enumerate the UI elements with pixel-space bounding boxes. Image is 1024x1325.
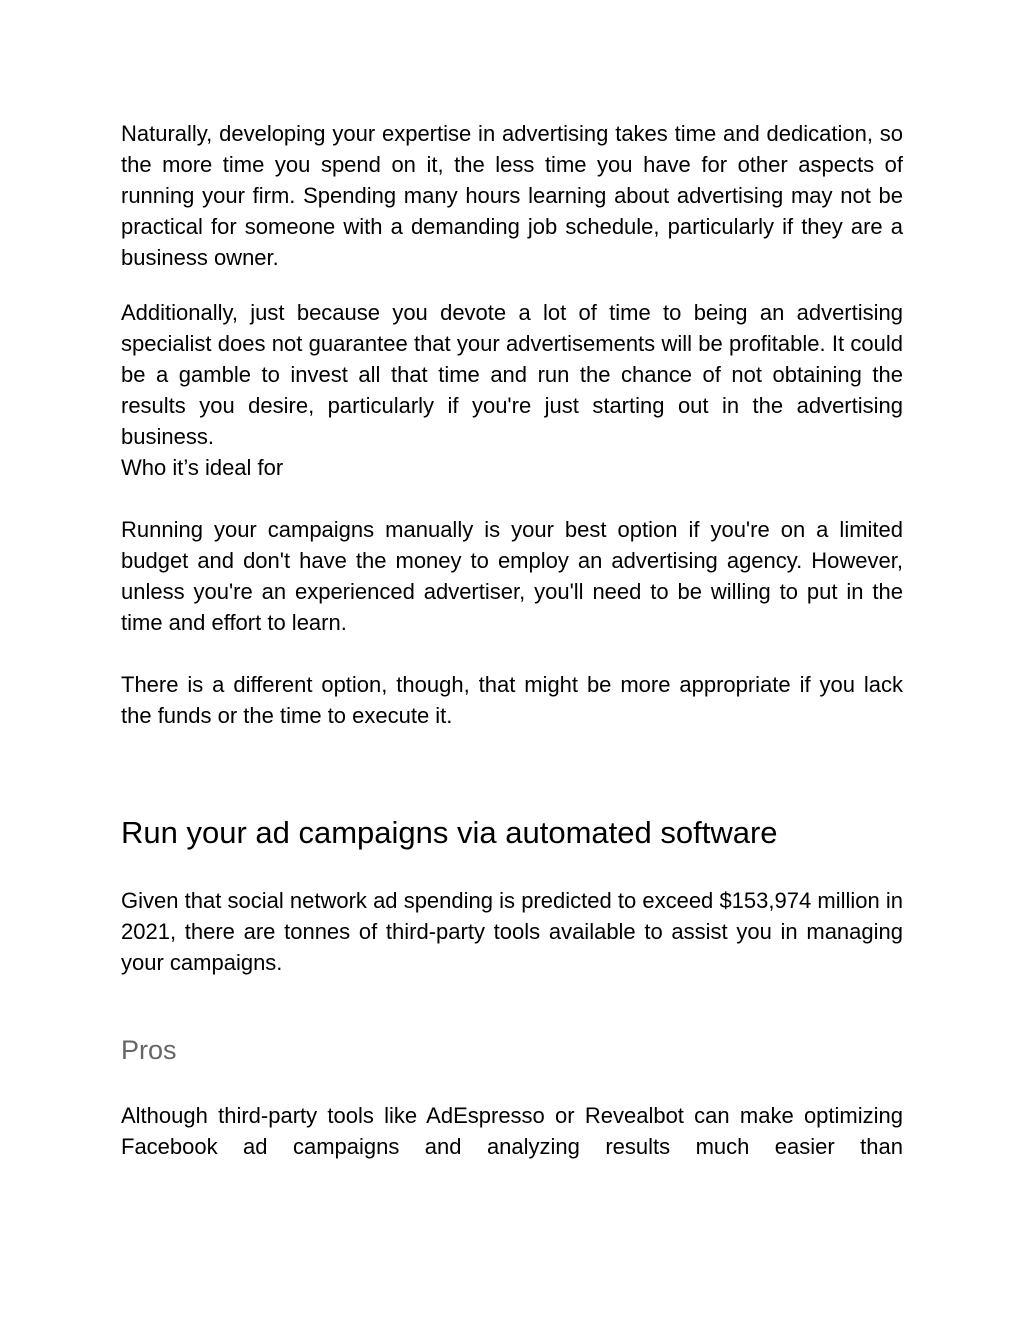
document-page: [121, 118, 903, 1162]
paragraph-expertise-time: Naturally, developing your expertise in advertising takes time and dedication, so the more time you spend on it, the less time you have for other aspects of running your firm. Spending many hours learning about advertising may not be practical for someone with a demanding job schedule, particularly if they are a business owner.: [121, 121, 903, 270]
label-who-its-ideal-for: Who it’s ideal for: [121, 455, 284, 480]
spacer: [121, 483, 903, 514]
spacer: [121, 1068, 903, 1100]
spacer: [121, 638, 903, 669]
spacer: [121, 731, 903, 813]
paragraph-ad-spending: Given that social network ad spending is predicted to exceed $153,974 million in 2021, there are tonnes of third-party tools available to assist you in managing your campaigns.: [121, 888, 903, 975]
paragraph-different-option: There is a different option, though, that might be more appropriate if you lack the funds or the time to execute it.: [121, 672, 903, 728]
heading-pros: Pros: [121, 1035, 177, 1065]
heading-automated-software: Run your ad campaigns via automated software: [121, 815, 778, 850]
spacer: [121, 853, 903, 885]
paragraph-no-guarantee: Additionally, just because you devote a lot of time to being an advertising specialist does not guarantee that your advertisements will be profitable. It could be a gamble to invest all that time and run the chance of not obtaining the results you desire, particularly if you're just starting out in the advertising business.: [121, 300, 903, 449]
paragraph-third-party-tools: Although third-party tools like AdEspresso or Revealbot can make optimizing Facebook ad campaigns and analyzing results much easier than: [121, 1103, 903, 1159]
spacer: [121, 978, 903, 1032]
spacer: [121, 273, 903, 297]
paragraph-manual-campaigns: Running your campaigns manually is your best option if you're on a limited budget and don't have the money to employ an advertising agency. However, unless you're an experienced advertiser, you'll need to be willing to put in the time and effort to learn.: [121, 517, 903, 635]
